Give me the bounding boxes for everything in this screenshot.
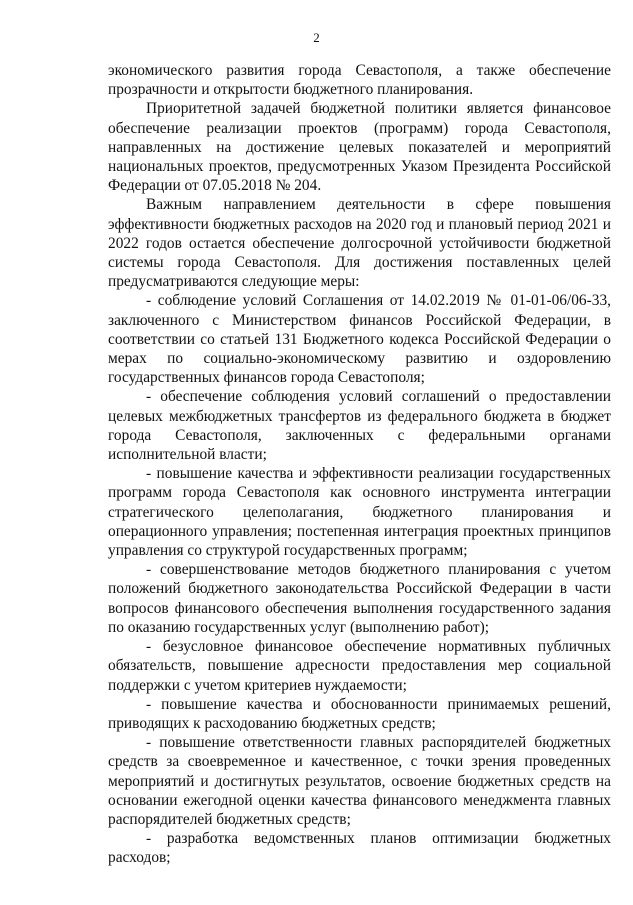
list-item-optimization-plans: - разработка ведомственных планов оптимизации бюджетных расходов; bbox=[108, 830, 611, 867]
list-item-decision-quality: - повышение качества и обоснованности принимаемых решений, приводящих к расходованию бюджетных средств; bbox=[108, 695, 611, 732]
list-item-public-obligations: - безусловное финансовое обеспечение нормативных публичных обязательств, повышение адресности предоставления мер социальной поддержки с учетом критериев нуждаемости; bbox=[108, 638, 611, 694]
paragraph-important-direction: Важным направлением деятельности в сфере повышения эффективности бюджетных расходов на 2020 год и плановый период 2021 и 2022 годов остается обеспечение долгосрочной устойчивости бюджетной системы города Севастополя. Для достижения поставленных целей предусматриваются следующие меры: bbox=[108, 196, 611, 291]
list-item-responsibility: - повышение ответственности главных распорядителей бюджетных средств за своевременное и качественное, с точки зрения проведенных мероприятий и достигнутых результатов, освоение бюджетных средств на основании ежегодной оценки качества финансового менеджмента главных распорядителей бюджетных средств; bbox=[108, 734, 611, 828]
list-item-state-programs: - повышение качества и эффективности реализации государственных программ города Севастополя как основного инструмента интеграции стратегического целеполагания, бюджетного планирования и операционного управления; постепенная интеграция проектных принципов управления со структурой государственных программ; bbox=[108, 465, 611, 560]
paragraph-continuation: экономического развития города Севастополя, а также обеспечение прозрачности и открытости бюджетного планирования. bbox=[108, 62, 611, 99]
paragraph-priority-task: Приоритетной задачей бюджетной политики является финансовое обеспечение реализации проектов (программ) города Севастополя, направленных на достижение целевых показателей и мероприятий национальных проектов, предусмотренных Указом Президента Российской Федерации от 07.05.2018 № 204. bbox=[108, 100, 611, 195]
document-body bbox=[108, 61, 611, 868]
list-item-agreement-compliance: - соблюдение условий Соглашения от 14.02.2019 № 01-01-06/06-33, заключенного с Министерством финансов Российской Федерации, в соответствии со статьей 131 Бюджетного кодекса Российской Федерации о мерах по социально-экономическому развитию и оздоровлению государственных финансов города Севастополя; bbox=[108, 292, 611, 387]
list-item-transfers-compliance: - обеспечение соблюдения условий соглашений о предоставлении целевых межбюджетных трансфертов из федерального бюджета в бюджет города Севастополя, заключенных с федеральными органами исполнительной власти; bbox=[108, 388, 611, 464]
list-item-planning-methods: - совершенствование методов бюджетного планирования с учетом положений бюджетного законодательства Российской Федерации в части вопросов финансового обеспечения выполнения государственного задания по оказанию государственных услуг (выполнению работ); bbox=[108, 561, 611, 636]
page-number: 2 bbox=[313, 30, 320, 45]
